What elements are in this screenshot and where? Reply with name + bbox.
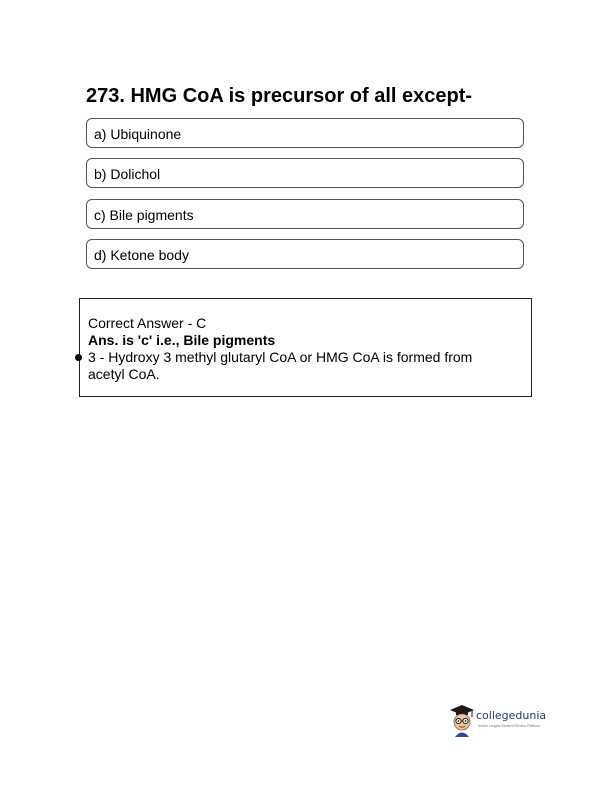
option-d[interactable]: d) Ketone body bbox=[86, 239, 524, 269]
logo-name: collegedunia bbox=[476, 709, 547, 722]
question-title: 273. HMG CoA is precursor of all except- bbox=[86, 85, 473, 107]
option-c[interactable]: c) Bile pigments bbox=[86, 199, 524, 229]
option-b[interactable]: b) Dolichol bbox=[86, 158, 524, 188]
answer-box bbox=[79, 298, 532, 397]
option-a[interactable]: a) Ubiquinone bbox=[86, 118, 524, 148]
collegedunia-logo bbox=[449, 703, 549, 737]
answer-heading: Ans. is 'c' i.e., Bile pigments bbox=[88, 332, 276, 348]
correct-answer-text: Correct Answer - C bbox=[88, 315, 207, 331]
bullet-icon bbox=[75, 354, 82, 361]
answer-explanation: 3 - Hydroxy 3 methyl glutaryl CoA or HMG CoA is formed from acetyl CoA. bbox=[88, 349, 473, 382]
logo-tagline: India's Largest Student Review Platform bbox=[478, 724, 541, 728]
graduate-mascot-icon bbox=[449, 703, 475, 737]
